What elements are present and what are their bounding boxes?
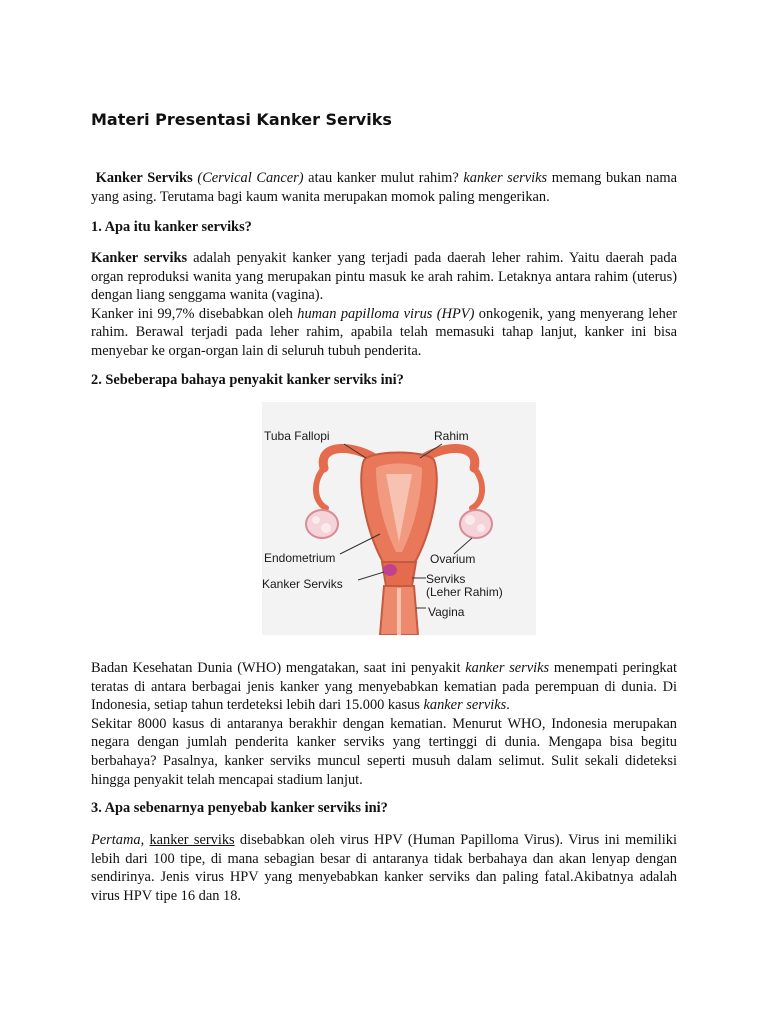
label-leher-rahim: (Leher Rahim) [426, 585, 503, 599]
section1-term: Kanker serviks [91, 250, 188, 266]
label-endometrium: Endometrium [264, 551, 336, 565]
section3-paragraph [91, 831, 677, 905]
section1-p2-start: Kanker ini 99,7% disebabkan oleh [91, 305, 298, 322]
label-vagina: Vagina [428, 605, 465, 619]
section3-rest: disebabkan oleh virus HPV (Human Papilloma Virus). Virus ini memiliki lebih dari 100 tipe, di mana sebagian besar di antaranya tidak berbahaya dan akan lenyap dengan sendirinya. Jenis virus HPV yang menyebabkan kanker serviks dan paling fatal.Akibatnya adalah virus HPV tipe 16 dan 18. [91, 832, 677, 904]
section3-pertama: Pertama [91, 832, 141, 848]
section1-p2-rest: onkogenik, yang menyerang leher rahim. Berawal terjadi pada leher rahim, apabila telah memasuki tahap lanjut, kanker ini bisa menyebar ke organ-organ lain di seluruh tubuh penderita. [91, 305, 678, 359]
document-title: Materi Presentasi Kanker Serviks [91, 110, 392, 129]
left-ovary-shape [306, 510, 338, 538]
section2-p1-italic: kanker serviks [465, 660, 550, 676]
section2-p1-mid: menempati peringkat teratas di antara berbagai jenis kanker yang menyebabkan kematian pada perempuan di dunia. Di Indonesia, setiap tahun terdeteksi lebih dari 15.000 kasus [91, 660, 677, 714]
section2-p1-italic2: kanker serviks [423, 697, 507, 714]
section3-heading: 3. Apa sebenarnya penyebab kanker serviks ini? [91, 800, 388, 816]
left-fimbria-shape [316, 468, 326, 508]
section1-p2-italic: human papilloma virus (HPV) [297, 305, 475, 322]
intro-rest: memang bukan nama yang asing. Terutama bagi kaum wanita merupakan momok paling mengerikan. [91, 170, 677, 205]
section2-p1-start: Badan Kesehatan Dunia (WHO) mengatakan, saat ini penyakit [91, 660, 466, 676]
intro-paragraph [91, 169, 677, 206]
section1-heading: 1. Apa itu kanker serviks? [91, 219, 252, 235]
kanker-serviks-link[interactable]: kanker serviks [149, 832, 235, 848]
label-ovarium: Ovarium [430, 552, 476, 566]
uterus-illustration [262, 402, 536, 635]
uterus-diagram [262, 402, 536, 635]
label-tuba-fallopi: Tuba Fallopi [264, 429, 330, 443]
cancer-lesion-shape [383, 564, 397, 576]
label-rahim: Rahim [434, 429, 469, 443]
intro-term-italic: kanker serviks [463, 170, 548, 186]
section2-p2: Sekitar 8000 kasus di antaranya berakhir dengan kematian. Menurut WHO, Indonesia merupakan negara dengan jumlah penderita kanker serviks yang tertinggi di dunia. Mengapa bisa begitu berbahaya? Pasalnya, kanker serviks muncul seperti musuh dalam selimut. Sulit sekali dideteksi hingga penyakit telah mencapai stadium lanjut. [91, 715, 677, 788]
intro-term: Kanker Serviks [95, 170, 193, 186]
label-serviks: Serviks [426, 572, 466, 586]
label-kanker-serviks: Kanker Serviks [262, 577, 343, 591]
section2-heading: 2. Sebeberapa bahaya penyakit kanker serviks ini? [91, 372, 404, 388]
intro-mid: atau kanker mulut rahim? [303, 170, 464, 186]
section2-p1-end: . [506, 697, 510, 714]
section2-paragraph [91, 659, 677, 789]
section1-paragraph [91, 249, 677, 361]
right-fimbria-shape [472, 468, 482, 508]
section1-p1-rest: adalah penyakit kanker yang terjadi pada daerah leher rahim. Yaitu daerah pada organ reproduksi wanita yang merupakan pintu masuk ke arah rahim. Letaknya antara rahim (uterus) dengan liang senggama wanita (vagina). [91, 250, 677, 304]
right-ovary-shape [460, 510, 492, 538]
intro-term-en: (Cervical Cancer) [197, 170, 304, 186]
section3-comma: , [140, 832, 150, 848]
